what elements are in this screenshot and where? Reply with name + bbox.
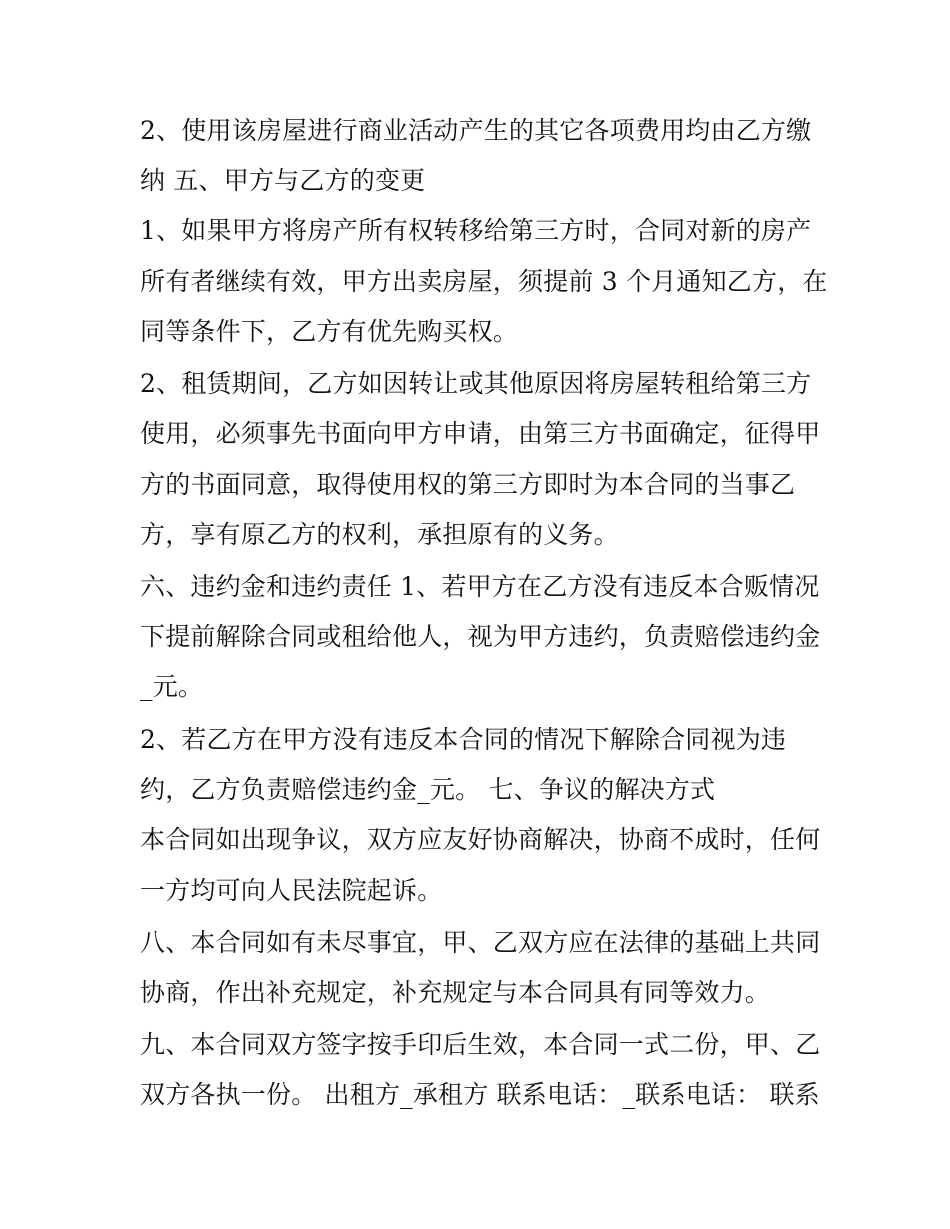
text-line: 同等条件下，乙方有优先购买权。: [140, 317, 519, 346]
text-line: 纳 五、甲方与乙方的变更: [140, 166, 426, 195]
text-line: 协商，作出补充规定，补充规定与本合同具有同等效力。: [140, 978, 771, 1007]
text-line: 下提前解除合同或租给他人，视为甲方违约，负责赔偿违约金: [140, 622, 821, 651]
text-line: 双方各执一份。 出租方_承租方 联系电话：_联系电话： 联系: [140, 1080, 820, 1109]
text-line: 约，乙方负责赔偿违约金_元。 七、争议的解决方式: [140, 775, 716, 804]
text-line: 2、使用该房屋进行商业活动产生的其它各项费用均由乙方缴: [140, 116, 812, 145]
text-line: 本合同如出现争议，双方应友好协商解决，协商不成时，任何: [140, 825, 821, 854]
text-line: 2、租赁期间，乙方如因转让或其他原因将房屋转租给第三方: [140, 369, 812, 398]
text-line: 六、违约金和违约责任 1、若甲方在乙方没有违反本合贩情况: [140, 572, 820, 601]
text-line: 使用，必须事先书面向甲方申请，由第三方书面确定，征得甲: [140, 419, 821, 448]
text-line: 方，享有原乙方的权利，承担原有的义务。: [140, 520, 619, 549]
text-line: 九、本合同双方签字按手印后生效，本合同一式二份，甲、乙: [140, 1030, 821, 1059]
text-line: 一方均可向人民法院起诉。: [140, 876, 443, 905]
text-line: 方的书面同意，取得使用权的第三方即时为本合同的当事乙: [140, 470, 796, 499]
text-line: 所有者继续有效，甲方出卖房屋，须提前 3 个月通知乙方，在: [140, 267, 828, 296]
text-line: 1、如果甲方将房产所有权转移给第三方时，合同对新的房产: [140, 216, 812, 245]
text-line: 2、若乙方在甲方没有违反本合同的情况下解除合同视为违: [140, 725, 787, 754]
text-line: _元。: [140, 672, 204, 701]
text-line: 八、本合同如有未尽事宜，甲、乙双方应在法律的基础上共同: [140, 928, 821, 957]
